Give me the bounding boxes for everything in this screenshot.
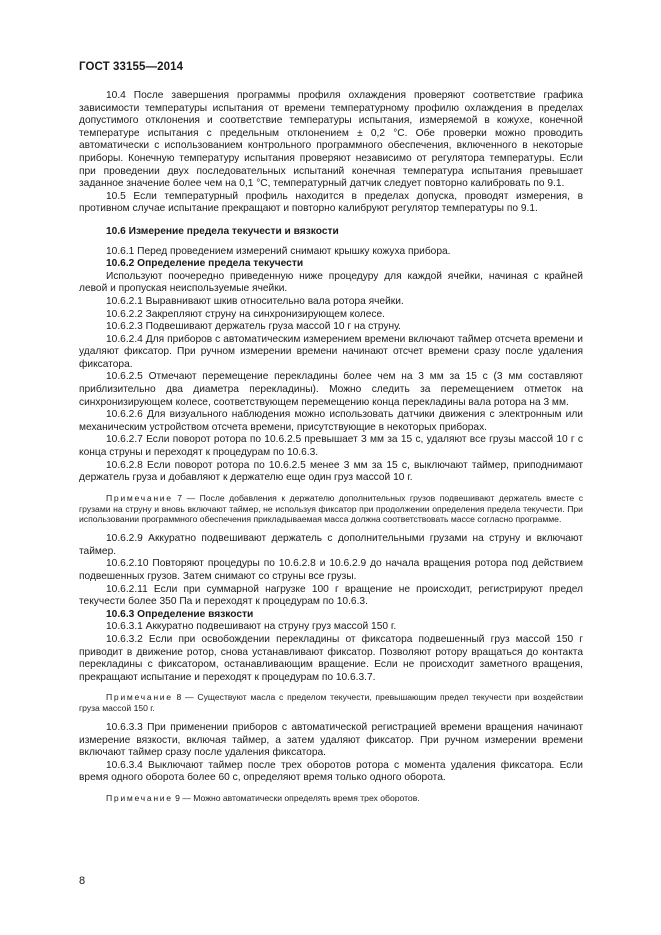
paragraph-10-4: 10.4 После завершения программы профиля охлаждения проверяют соответствие графика зависимости температуры испытания от времени температурному профилю охлаждения в пределах допустимого отклонения и соответствие температуры испытания, измеряемой в кожухе, конечной температуре испытания с предельным отклонением ± 0,2 °С. Обе проверки можно проводить автоматически с использованием контрольного программного обеспечения, включенного в некоторые приборы. Конечную температуру испытания проверяют независимо от регулятора температуры. Если при проведении двух последовательных испытаний конечная температура испытания превышает заданное значение более чем на 0,1 °С, температурный датчик следует повторно калибровать по 9.1. xyxy=(79,90,583,190)
paragraph-10-6-2-1: 10.6.2.1 Выравнивают шкив относительно вала ротора ячейки. xyxy=(106,295,404,307)
page-number: 8 xyxy=(79,875,86,887)
note-8-text: 8 — Существуют масла с пределом текучести, превышающим предел текучести при воздействии груза массой 150 г. xyxy=(79,692,583,714)
subsection-heading-10-6-2: 10.6.2 Определение предела текучести xyxy=(106,258,304,270)
paragraph-10-6-2-4: 10.6.2.4 Для приборов с автоматическим измерением времени включают таймер отсчета времени и удаляют фиксатор. При ручном измерении времени начинают отсчет времени сразу после удаления фиксатора. xyxy=(79,333,583,370)
document-body xyxy=(79,90,583,812)
paragraph-10-6-1: 10.6.1 Перед проведением измерений снимают крышку кожуха прибора. xyxy=(106,245,451,257)
note-7-label: Примечание xyxy=(106,492,173,503)
paragraph-10-6-3-4: 10.6.3.4 Выключают таймер после трех оборотов ротора с момента удаления фиксатора. Если время одного оборота более 60 с, определяют время только одного оборота. xyxy=(79,759,583,784)
subsection-heading-10-6-3: 10.6.3 Определение вязкости xyxy=(106,608,254,620)
paragraph-10-6-3-3: 10.6.3.3 При применении приборов с автоматической регистрацией времени вращения начинают измерение вязкости, включая таймер, а затем удаляют фиксатор. При ручном измерении времени включают таймер сразу после удаления фиксатора. xyxy=(79,721,583,759)
note-8-label: Примечание xyxy=(106,692,173,703)
paragraph-10-6-2-9: 10.6.2.9 Аккуратно подвешивают держатель с дополнительными грузами на струну и включают таймер. xyxy=(79,533,583,557)
paragraph-10-6-2-2: 10.6.2.2 Закрепляют струну на синхронизирующем колесе. xyxy=(106,308,386,320)
paragraph-10-6-2-8: 10.6.2.8 Если поворот ротора по 10.6.2.5 менее 3 мм за 15 с, выключают таймер, приподнимают держатель груза и добавляют к держателю еще один груз массой 10 г. xyxy=(79,459,583,484)
paragraph-10-6-3-2: 10.6.3.2 Если при освобождении перекладины от фиксатора подвешенный груз массой 150 г приводит в движение ротор, снова устанавливают фиксатор. Позволяют ротору вращаться до контакта перекладины с фиксатором, останавливающим вращение. Если не происходит заметного вращения, прекращают испытание и переходят к процедурам по 10.6.3.7. xyxy=(79,633,583,683)
document-header: ГОСТ 33155—2014 xyxy=(79,61,184,73)
note-9 xyxy=(79,793,583,804)
paragraph-10-6-2-7: 10.6.2.7 Если поворот ротора по 10.6.2.5 превышает 3 мм за 15 с, удаляют все грузы массой 10 г с конца струны и переходят к процедурам по 10.6.3. xyxy=(79,434,583,459)
note-9-text: 9 — Можно автоматически определять время трех оборотов. xyxy=(172,792,420,803)
note-8 xyxy=(79,692,583,714)
paragraph-10-6-2-5: 10.6.2.5 Отмечают перемещение перекладины более чем на 3 мм за 15 с (3 мм составляют приблизительно два диаметра перекладины). Можно следить за перемещением отметок на синхронизирующем колесе, соответствующем перемещению конца перекладины вала ротора на 3 мм. xyxy=(79,371,583,408)
note-7-text: 7 — После добавления к держателю дополнительных грузов подвешивают держатель вместе с грузами на струну и вновь включают таймер, не используя фиксатор при продолжении определения предела текучести. При использовании программного обеспечения прикладываемая масса должна соответствовать массе согласно программе. xyxy=(79,492,583,525)
paragraph-10-6-2-10: 10.6.2.10 Повторяют процедуры по 10.6.2.8 и 10.6.2.9 до начала вращения ротора под действием подвешенных грузов. Затем снимают со струны все грузы. xyxy=(79,558,583,582)
section-heading-10-6: 10.6 Измерение предела текучести и вязкости xyxy=(106,225,339,237)
note-9-label: Примечание xyxy=(106,792,173,803)
paragraph-10-5: 10.5 Если температурный профиль находится в пределах допуска, проводят измерения, в противном случае испытание прекращают и повторно калибруют регулятор температуры по 9.1. xyxy=(79,190,583,215)
paragraph-10-6-3-1: 10.6.3.1 Аккуратно подвешивают на струну груз массой 150 г. xyxy=(106,621,397,633)
paragraph-10-6-2-6: 10.6.2.6 Для визуального наблюдения можно использовать датчики движения с электронным или механическим устройством отсчета времени, присутствующие в некоторых приборах. xyxy=(79,409,583,433)
note-7 xyxy=(79,493,583,525)
paragraph-10-6-2-11: 10.6.2.11 Если при суммарной нагрузке 100 г вращение не происходит, регистрируют предел текучести более 350 Па и переходят к процедурам по 10.6.3. xyxy=(79,583,583,608)
paragraph-10-6-2-intro: Используют поочередно приведенную ниже процедуру для каждой ячейки, начиная с крайней левой и пропуская неиспользуемые ячейки. xyxy=(79,270,583,295)
paragraph-10-6-2-3: 10.6.2.3 Подвешивают держатель груза массой 10 г на струну. xyxy=(106,321,402,333)
